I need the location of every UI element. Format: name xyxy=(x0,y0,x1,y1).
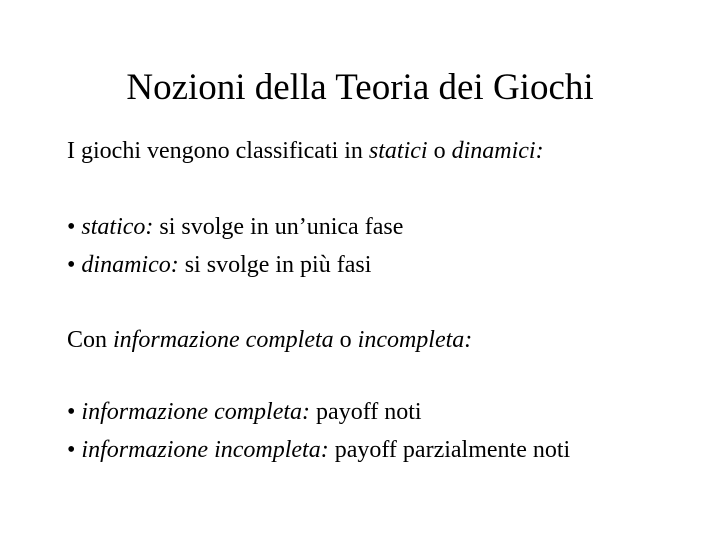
term-informazione-completa: informazione completa xyxy=(113,327,334,353)
intro-prefix: Con xyxy=(67,327,114,353)
intro-connector: o xyxy=(427,138,452,164)
bullet-informazione-incompleta xyxy=(67,435,570,465)
term-incompleta: incompleta: xyxy=(357,327,473,353)
term-dinamici: dinamici: xyxy=(451,138,544,164)
bullet-dinamico xyxy=(67,250,371,280)
intro-prefix: I giochi vengono classificati in xyxy=(67,138,369,164)
term-statici: statici xyxy=(368,138,428,164)
bullet-term: statico: xyxy=(81,214,154,240)
bullet-marker: • xyxy=(67,252,82,278)
bullet-marker: • xyxy=(67,214,82,240)
intro-games-classification xyxy=(67,136,544,166)
bullet-term: dinamico: xyxy=(81,252,179,278)
bullet-text: payoff parzialmente noti xyxy=(328,437,571,463)
bullet-text: payoff noti xyxy=(310,399,422,425)
bullet-marker: • xyxy=(67,399,82,425)
bullet-term: informazione incompleta: xyxy=(81,437,329,463)
bullet-informazione-completa xyxy=(67,397,422,427)
intro-information xyxy=(67,325,472,355)
intro-connector: o xyxy=(333,327,358,353)
bullet-marker: • xyxy=(67,437,82,463)
bullet-term: informazione completa: xyxy=(81,399,311,425)
slide-title: Nozioni della Teoria dei Giochi xyxy=(126,67,594,108)
bullet-statico xyxy=(67,212,403,242)
bullet-text: si svolge in un’unica fase xyxy=(153,214,404,240)
bullet-text: si svolge in più fasi xyxy=(178,252,372,278)
